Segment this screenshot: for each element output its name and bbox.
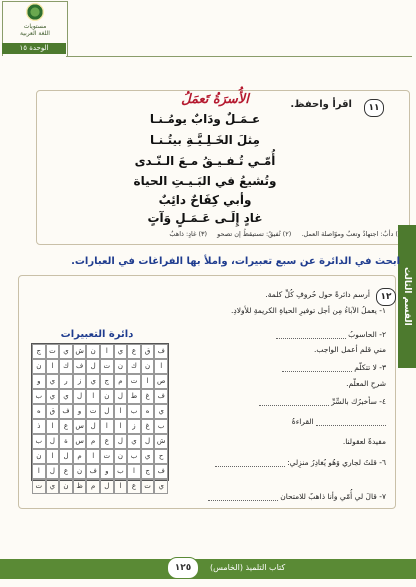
wordsearch-cell[interactable]: و xyxy=(32,374,46,389)
sentence-4-text: ٤- سأخبرُك بالسِّرِّ xyxy=(331,397,386,406)
wordsearch-cell[interactable]: ت xyxy=(100,359,114,374)
wordsearch-cell[interactable]: ج xyxy=(141,464,155,479)
wordsearch-cell[interactable]: ع xyxy=(59,464,73,479)
wordsearch-cell[interactable]: ت xyxy=(86,404,100,419)
poem-verse: وأبي كِفَاحٌ دائِبٌ xyxy=(158,193,252,207)
sentence-3-text: ٣- لا تتكلّم xyxy=(354,363,386,372)
wordsearch-cell[interactable]: ن xyxy=(141,359,155,374)
wordsearch-cell[interactable]: ا xyxy=(46,419,60,434)
blank-field[interactable] xyxy=(316,419,386,426)
wordsearch-cell[interactable]: ا xyxy=(86,449,100,464)
wordsearch-cell[interactable]: ت xyxy=(46,344,60,359)
wordsearch-cell[interactable]: ت xyxy=(32,479,46,494)
wordsearch-cell[interactable]: غ xyxy=(141,389,155,404)
wordsearch-cell[interactable]: م xyxy=(114,374,128,389)
wordsearch-cell[interactable]: ق xyxy=(141,344,155,359)
exercise-11-instruction: اقرأ واحفظ. xyxy=(290,99,352,110)
wordsearch-cell[interactable]: ي xyxy=(86,374,100,389)
wordsearch-grid[interactable] xyxy=(31,343,169,490)
wordsearch-cell[interactable]: ا xyxy=(46,359,60,374)
exercise-11-number: ١١ xyxy=(364,99,384,117)
wordsearch-cell[interactable]: ا xyxy=(127,464,141,479)
wordsearch-cell[interactable]: ف xyxy=(73,359,87,374)
emblem-icon xyxy=(26,3,44,21)
wordsearch-cell[interactable]: م xyxy=(86,434,100,449)
footnote-1: ) دأبٌ: اجتهادٌ وتعبٌ وموّاصلة العمل. xyxy=(301,230,398,238)
sentence-5b: مفيدةٌ لعقولنا. xyxy=(342,437,386,446)
wordsearch-cell[interactable]: ن xyxy=(100,389,114,404)
footnote-2: (٢) تُفيقُ: تستيقظُ إن تصحو xyxy=(217,230,292,238)
sentence-7 xyxy=(208,492,386,501)
wordsearch-cell[interactable]: ذ xyxy=(32,419,46,434)
wordsearch-cell[interactable]: ل xyxy=(73,389,87,404)
wordsearch-cell[interactable]: ب xyxy=(114,464,128,479)
blank-field[interactable] xyxy=(215,460,285,467)
wordsearch-cell[interactable]: ا xyxy=(114,404,128,419)
exercise-12-instruction: أرسم دائرةً حول حُروفِ كُلِّ كلمة. xyxy=(265,290,370,299)
wordsearch-cell[interactable]: ت xyxy=(100,449,114,464)
wordsearch-cell[interactable]: ي xyxy=(59,389,73,404)
poem-verse: غادٍ إِلَـى عَـمَـلٍ وَآتٍ xyxy=(147,211,263,225)
wordsearch-cell[interactable]: ع xyxy=(59,419,73,434)
wordsearch-cell[interactable]: ل xyxy=(114,434,128,449)
footnotes xyxy=(36,230,404,238)
wordsearch-cell[interactable]: ب xyxy=(32,434,46,449)
wordsearch-cell[interactable]: ز xyxy=(127,419,141,434)
wordsearch-cell[interactable]: ف xyxy=(154,389,168,404)
wordsearch-cell[interactable]: ا xyxy=(100,344,114,359)
wordsearch-cell[interactable]: ج xyxy=(32,344,46,359)
footnote-3: (٣) غادٍ: ذاهبٌ xyxy=(169,230,208,238)
wordsearch-cell[interactable]: ص xyxy=(154,374,168,389)
wordsearch-cell[interactable]: ف xyxy=(154,464,168,479)
wordsearch-title: دائرة التعبيرات xyxy=(60,329,134,340)
wordsearch-cell[interactable]: ك xyxy=(59,359,73,374)
wordsearch-cell[interactable]: ه xyxy=(141,404,155,419)
wordsearch-cell[interactable]: ن xyxy=(114,359,128,374)
wordsearch-cell[interactable]: ا xyxy=(32,464,46,479)
wordsearch-cell[interactable]: ا xyxy=(114,419,128,434)
wordsearch-cell[interactable]: ف xyxy=(86,464,100,479)
footer-bar xyxy=(0,559,416,579)
sentence-5 xyxy=(292,417,386,426)
wordsearch-cell[interactable]: ن xyxy=(32,359,46,374)
wordsearch-cell[interactable]: ف xyxy=(59,404,73,419)
wordsearch-cell[interactable]: ل xyxy=(141,434,155,449)
wordsearch-cell[interactable]: ل xyxy=(100,404,114,419)
wordsearch-cell[interactable]: غ xyxy=(141,419,155,434)
wordsearch-cell[interactable]: ل xyxy=(86,419,100,434)
blank-field[interactable] xyxy=(282,365,352,372)
page-number: ١٢٥ xyxy=(167,557,199,579)
wordsearch-cell[interactable]: ن xyxy=(86,344,100,359)
logo-line-1: مستويات xyxy=(23,23,47,30)
wordsearch-cell[interactable]: ش xyxy=(73,344,87,359)
wordsearch-cell[interactable]: ع xyxy=(127,479,141,494)
wordsearch-cell[interactable]: ل xyxy=(86,359,100,374)
wordsearch-cell[interactable]: ي xyxy=(141,449,155,464)
poem-title: الأُسرَةُ تَعمَلُ xyxy=(181,92,249,107)
poem-verse: عـمَـلٌ ودَابٌ يومُـنـا xyxy=(149,112,261,126)
logo-line-2: اللغة العربية xyxy=(20,30,50,37)
exercise-12-number: ١٢ xyxy=(376,288,396,306)
wordsearch-cell[interactable]: ف xyxy=(154,344,168,359)
wordsearch-cell[interactable]: م xyxy=(73,449,87,464)
blank-field[interactable] xyxy=(259,399,329,406)
wordsearch-cell[interactable]: ي xyxy=(46,389,60,404)
sentence-3 xyxy=(282,363,386,372)
sentence-7-text: ٧- قالَ لي أُمّي وأنا ذاهبٌ للامتحان xyxy=(280,492,386,501)
wordsearch-cell[interactable]: ي xyxy=(127,434,141,449)
wordsearch-cell[interactable]: ن xyxy=(114,449,128,464)
book-label: كتاب التلميذ (الخامس) xyxy=(210,563,286,572)
wordsearch-cell[interactable]: ل xyxy=(100,479,114,494)
wordsearch-cell[interactable]: س xyxy=(73,419,87,434)
wordsearch-cell[interactable]: و xyxy=(100,464,114,479)
sentence-3b: شرحِ المعلّم. xyxy=(346,379,386,388)
wordsearch-cell[interactable]: ج xyxy=(100,374,114,389)
wordsearch-cell[interactable]: ق xyxy=(46,404,60,419)
section-side-tab: القسم الثالث xyxy=(398,225,416,368)
exercise-12-title: ابحث في الدائرة عن سبع تعبيرات، واملأ بها الفراغات في العبارات. xyxy=(71,256,400,267)
wordsearch-cell[interactable]: ه xyxy=(32,404,46,419)
wordsearch-cell[interactable]: ي xyxy=(46,479,60,494)
wordsearch-cell[interactable]: ن xyxy=(59,479,73,494)
wordsearch-cell[interactable]: ي xyxy=(114,344,128,359)
wordsearch-cell[interactable]: ت xyxy=(127,374,141,389)
sentence-1: ١- يعملُ الآباءُ مِن أجل توفيرِ الحياةِ الكريمةِ للأولادِ. xyxy=(230,306,386,315)
blank-field[interactable] xyxy=(276,332,346,339)
sentence-2-text: ٢- الحاسوبُ xyxy=(348,330,386,339)
wordsearch-cell[interactable]: ش xyxy=(154,434,168,449)
wordsearch-cell[interactable]: ح xyxy=(154,449,168,464)
wordsearch-cell[interactable]: ا xyxy=(100,419,114,434)
wordsearch-cell[interactable]: ن xyxy=(73,464,87,479)
sentence-6-text: ٦- قلتُ لجاري وَهُو يُغادِرُ منزِلي: xyxy=(287,458,386,467)
sentence-4 xyxy=(259,397,386,406)
poem-verse: وتُشيعُ في البَـيـتِ الحياة xyxy=(133,174,277,188)
blank-field[interactable] xyxy=(208,494,278,501)
wordsearch-cell[interactable]: ع xyxy=(100,434,114,449)
wordsearch-cell[interactable]: ب xyxy=(127,449,141,464)
wordsearch-cell[interactable]: ظ xyxy=(73,479,87,494)
sentence-2b: مني قلم أعمل الواجب. xyxy=(313,345,386,354)
wordsearch-cell[interactable]: ر xyxy=(59,374,73,389)
wordsearch-cell[interactable]: ك xyxy=(127,359,141,374)
wordsearch-cell[interactable]: ن xyxy=(32,449,46,464)
wordsearch-cell[interactable]: ا xyxy=(86,389,100,404)
wordsearch-cell[interactable]: ل xyxy=(114,389,128,404)
poem-verse: أُمّـي تُـفـيـقُ مـعَ الـنّـدى xyxy=(134,154,276,168)
wordsearch-cell[interactable]: س xyxy=(73,434,87,449)
wordsearch-cell[interactable]: ز xyxy=(73,374,87,389)
wordsearch-cell[interactable]: ت xyxy=(141,479,155,494)
wordsearch-cell[interactable]: ع xyxy=(127,344,141,359)
wordsearch-cell[interactable]: ا xyxy=(114,479,128,494)
wordsearch-cell[interactable]: ي xyxy=(46,374,60,389)
wordsearch-cell[interactable]: ل xyxy=(46,464,60,479)
wordsearch-cell[interactable]: ب xyxy=(127,404,141,419)
wordsearch-cell[interactable]: ط xyxy=(127,389,141,404)
sentence-5-text: القراءةُ xyxy=(291,417,314,426)
wordsearch-cell[interactable]: و xyxy=(73,404,87,419)
wordsearch-cell[interactable]: م xyxy=(86,479,100,494)
unit-label: الوحدة ١٥ xyxy=(2,43,66,54)
wordsearch-cell[interactable]: ب xyxy=(154,419,168,434)
wordsearch-cell[interactable]: ل xyxy=(59,449,73,464)
sentence-2 xyxy=(276,330,386,339)
wordsearch-cell[interactable]: ا xyxy=(46,449,60,464)
wordsearch-cell[interactable]: ا xyxy=(154,359,168,374)
wordsearch-cell[interactable]: ا xyxy=(141,374,155,389)
wordsearch-cell[interactable]: ي xyxy=(59,344,73,359)
wordsearch-cell[interactable]: ب xyxy=(32,389,46,404)
poem-verse: مِثلَ الخَـلِـيَّـةِ بيتُـنـا xyxy=(150,133,260,147)
wordsearch-cell[interactable]: ل xyxy=(46,434,60,449)
wordsearch-cell[interactable]: ي xyxy=(154,404,168,419)
sentence-6 xyxy=(215,458,386,467)
header-divider xyxy=(66,56,412,57)
wordsearch-cell[interactable]: ي xyxy=(154,479,168,494)
wordsearch-cell[interactable]: ة xyxy=(59,434,73,449)
